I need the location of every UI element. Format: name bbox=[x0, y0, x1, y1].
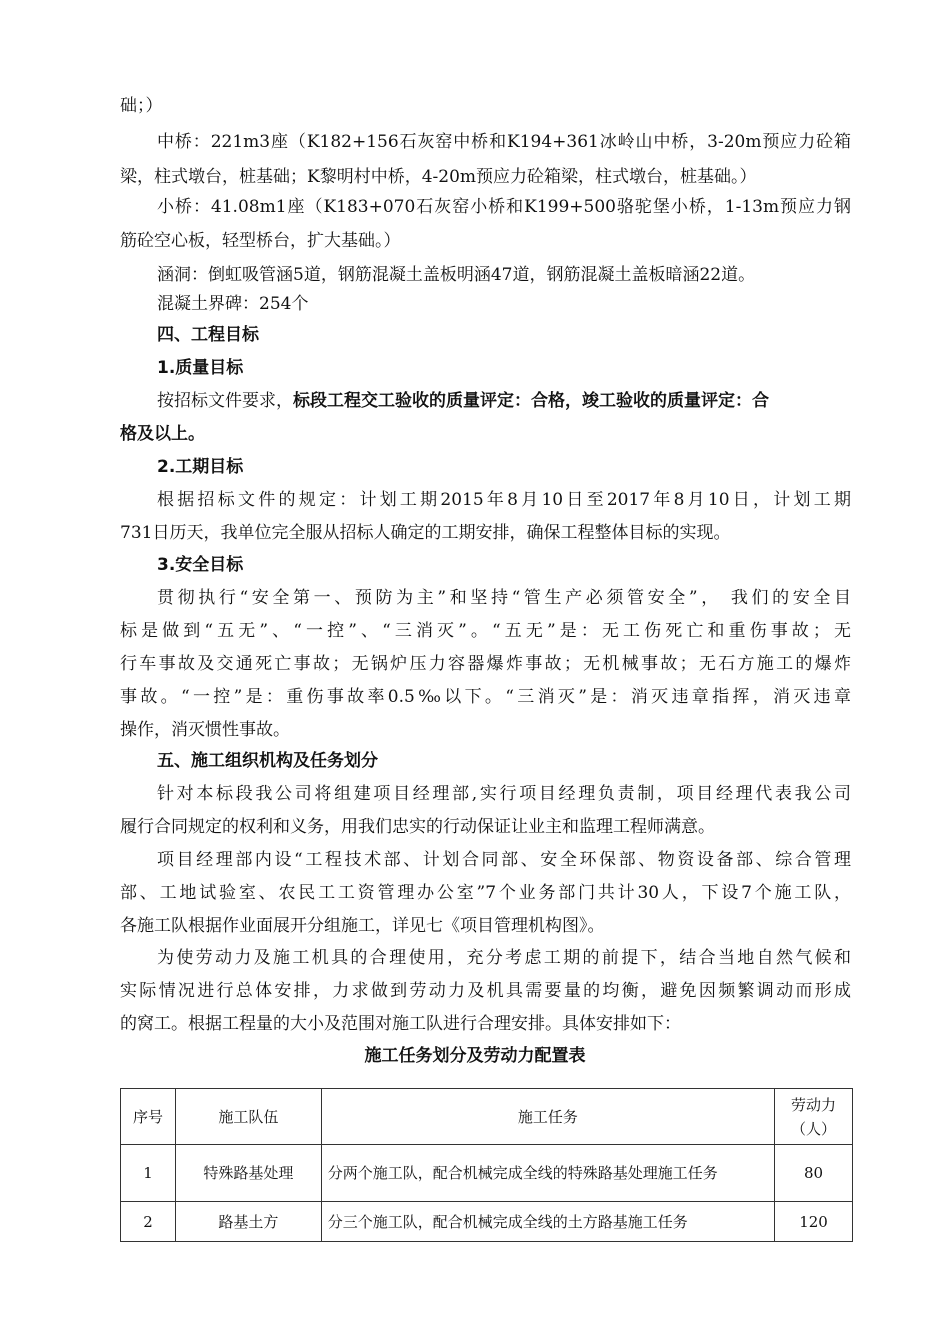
subsection-heading: 2.工期目标 bbox=[157, 457, 244, 477]
table-caption: 施工任务划分及劳动力配置表 bbox=[364, 1046, 586, 1066]
header-cell-task: 施工任务 bbox=[321, 1089, 774, 1145]
paragraph-line: 履行合同规定的权利和义务，用我们忠实的行动保证让业主和监理工程师满意。 bbox=[120, 817, 715, 837]
quality-target-emphasis: 格及以上。 bbox=[120, 424, 205, 444]
paragraph-line: 标是做到“五无”、“一控”、“三消灭”。“五无”是：无工伤死亡和重伤事故；无 bbox=[120, 621, 851, 641]
paragraph-line: 731日历天，我单位完全服从招标人确定的工期安排，确保工程整体目标的实现。 bbox=[120, 523, 731, 543]
labor-allocation-table bbox=[120, 1088, 853, 1242]
paragraph-line: 中桥：221m3座（K182+156石灰窑中桥和K194+361冰岭山中桥，3-20m预应力砼箱 bbox=[157, 132, 851, 152]
paragraph-line: 梁，柱式墩台，桩基础；K黎明村中桥，4-20m预应力砼箱梁，柱式墩台，桩基础。） bbox=[120, 167, 757, 187]
paragraph-line: 根据招标文件的规定：计划工期2015年8月10日至2017年8月10日，计划工期 bbox=[157, 490, 851, 510]
paragraph-line: 针对本标段我公司将组建项目经理部,实行项目经理负责制，项目经理代表我公司 bbox=[157, 784, 851, 804]
header-cell-no: 序号 bbox=[121, 1089, 176, 1145]
paragraph-line: 部、工地试验室、农民工工资管理办公室”7个业务部门共计30人，下设7个施工队， bbox=[120, 883, 851, 903]
paragraph-line: 础；） bbox=[120, 96, 163, 116]
cell-task: 分两个施工队，配合机械完成全线的特殊路基处理施工任务 bbox=[321, 1145, 774, 1202]
paragraph-line: 操作，消灭惯性事故。 bbox=[120, 720, 290, 740]
paragraph-line: 贯彻执行“安全第一、预防为主”和坚持“管生产必须管安全”， 我们的安全目 bbox=[157, 588, 851, 608]
cell-team: 路基土方 bbox=[175, 1202, 321, 1242]
paragraph-line: 涵洞：倒虹吸管涵5道，钢筋混凝土盖板明涵47道，钢筋混凝土盖板暗涵22道。 bbox=[157, 265, 756, 285]
paragraph-line: 小桥：41.08m1座（K183+070石灰窑小桥和K199+500骆驼堡小桥，1-13m预应力钢 bbox=[157, 197, 851, 217]
paragraph-line: 项目经理部内设“工程技术部、计划合同部、安全环保部、物资设备部、综合管理 bbox=[157, 850, 851, 870]
cell-no: 2 bbox=[121, 1202, 176, 1242]
header-cell-labor: 劳动力（人） bbox=[775, 1089, 853, 1145]
cell-labor: 120 bbox=[775, 1202, 853, 1242]
section-heading: 五、施工组织机构及任务划分 bbox=[157, 751, 378, 771]
cell-no: 1 bbox=[121, 1145, 176, 1202]
subsection-heading: 1.质量目标 bbox=[157, 358, 244, 378]
paragraph-line: 实际情况进行总体安排，力求做到劳动力及机具需要量的均衡，避免因频繁调动而形成 bbox=[120, 981, 851, 1001]
table-row bbox=[121, 1202, 853, 1242]
subsection-heading: 3.安全目标 bbox=[157, 555, 244, 575]
paragraph-line: 各施工队根据作业面展开分组施工，详见七《项目管理机构图》。 bbox=[120, 916, 605, 936]
table-row bbox=[121, 1145, 853, 1202]
cell-team: 特殊路基处理 bbox=[175, 1145, 321, 1202]
cell-labor: 80 bbox=[775, 1145, 853, 1202]
paragraph-line: 行车事故及交通死亡事故；无锅炉压力容器爆炸事故；无机械事故；无石方施工的爆炸 bbox=[120, 654, 851, 674]
paragraph-line: 事故。“一控”是：重伤事故率0.5‰以下。“三消灭”是：消灭违章指挥，消灭违章 bbox=[120, 687, 851, 707]
paragraph-line bbox=[157, 389, 851, 413]
cell-task: 分三个施工队，配合机械完成全线的土方路基施工任务 bbox=[321, 1202, 774, 1242]
paragraph-text: 按招标文件要求， bbox=[157, 391, 293, 411]
table-header-row bbox=[121, 1089, 853, 1145]
quality-target-emphasis: 标段工程交工验收的质量评定：合格，竣工验收的质量评定：合 bbox=[293, 391, 769, 411]
paragraph-line: 为使劳动力及施工机具的合理使用，充分考虑工期的前提下，结合当地自然气候和 bbox=[157, 948, 851, 968]
header-cell-team: 施工队伍 bbox=[175, 1089, 321, 1145]
paragraph-line: 混凝土界碑：254个 bbox=[157, 294, 309, 314]
paragraph-line: 的窝工。根据工程量的大小及范围对施工队进行合理安排。具体安排如下： bbox=[120, 1014, 681, 1034]
paragraph-line: 筋砼空心板，轻型桥台，扩大基础。） bbox=[120, 231, 401, 251]
section-heading: 四、工程目标 bbox=[157, 325, 259, 345]
